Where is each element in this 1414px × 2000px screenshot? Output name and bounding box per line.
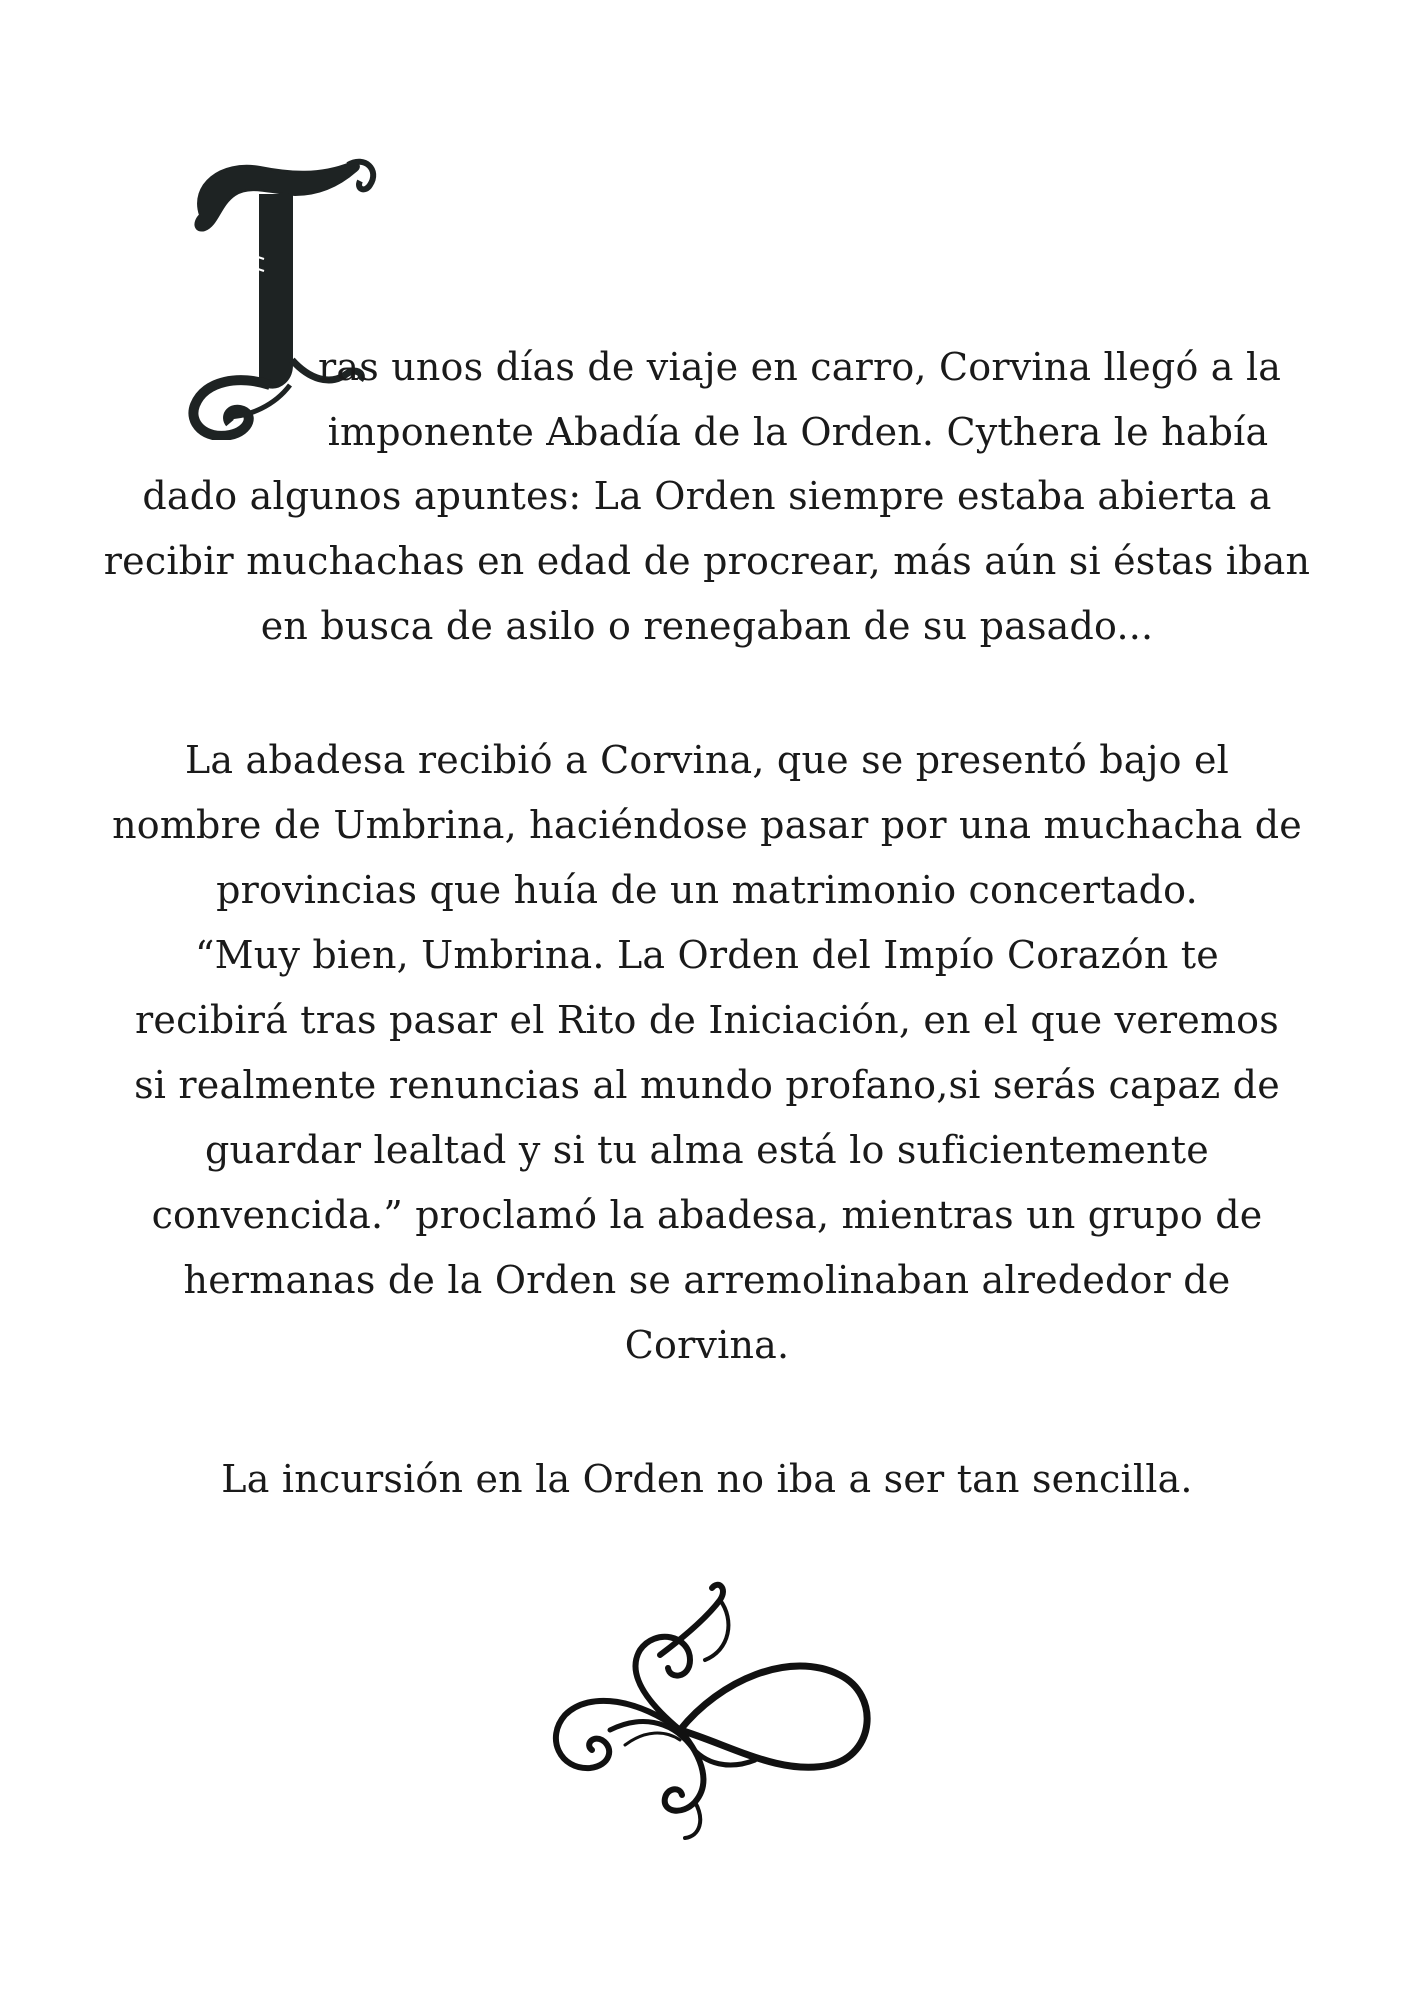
text-line: recibir muchachas en edad de procrear, más aún si éstas iban bbox=[103, 539, 1311, 583]
text-line: Corvina. bbox=[624, 1323, 790, 1367]
text-line: provincias que huía de un matrimonio concertado. bbox=[216, 868, 1198, 912]
text-line: recibirá tras pasar el Rito de Iniciación, en el que veremos bbox=[135, 998, 1279, 1042]
text-line: ras unos días de viaje en carro, Corvina llegó a la bbox=[318, 345, 1282, 389]
text-line: guardar lealtad y si tu alma está lo suficientemente bbox=[205, 1128, 1209, 1172]
text-line: imponente Abadía de la Orden. Cythera le había bbox=[327, 410, 1269, 454]
text-line: en busca de asilo o renegaban de su pasado... bbox=[260, 604, 1154, 648]
text-line: La incursión en la Orden no iba a ser tan sencilla. bbox=[221, 1457, 1193, 1501]
text-line: si realmente renuncias al mundo profano,si serás capaz de bbox=[134, 1063, 1280, 1107]
text-line: La abadesa recibió a Corvina, que se presentó bajo el bbox=[184, 738, 1229, 782]
text-line: hermanas de la Orden se arremolinaban alrededor de bbox=[183, 1258, 1231, 1302]
text-line: “Muy bien, Umbrina. La Orden del Impío Corazón te bbox=[195, 933, 1219, 977]
text-line: convencida.” proclamó la abadesa, mientras un grupo de bbox=[151, 1193, 1263, 1237]
flourish-ornament-icon bbox=[530, 1580, 890, 1840]
drop-cap-icon bbox=[180, 155, 380, 440]
text-line: nombre de Umbrina, haciéndose pasar por una muchacha de bbox=[112, 803, 1302, 847]
text-line: dado algunos apuntes: La Orden siempre estaba abierta a bbox=[142, 474, 1272, 518]
